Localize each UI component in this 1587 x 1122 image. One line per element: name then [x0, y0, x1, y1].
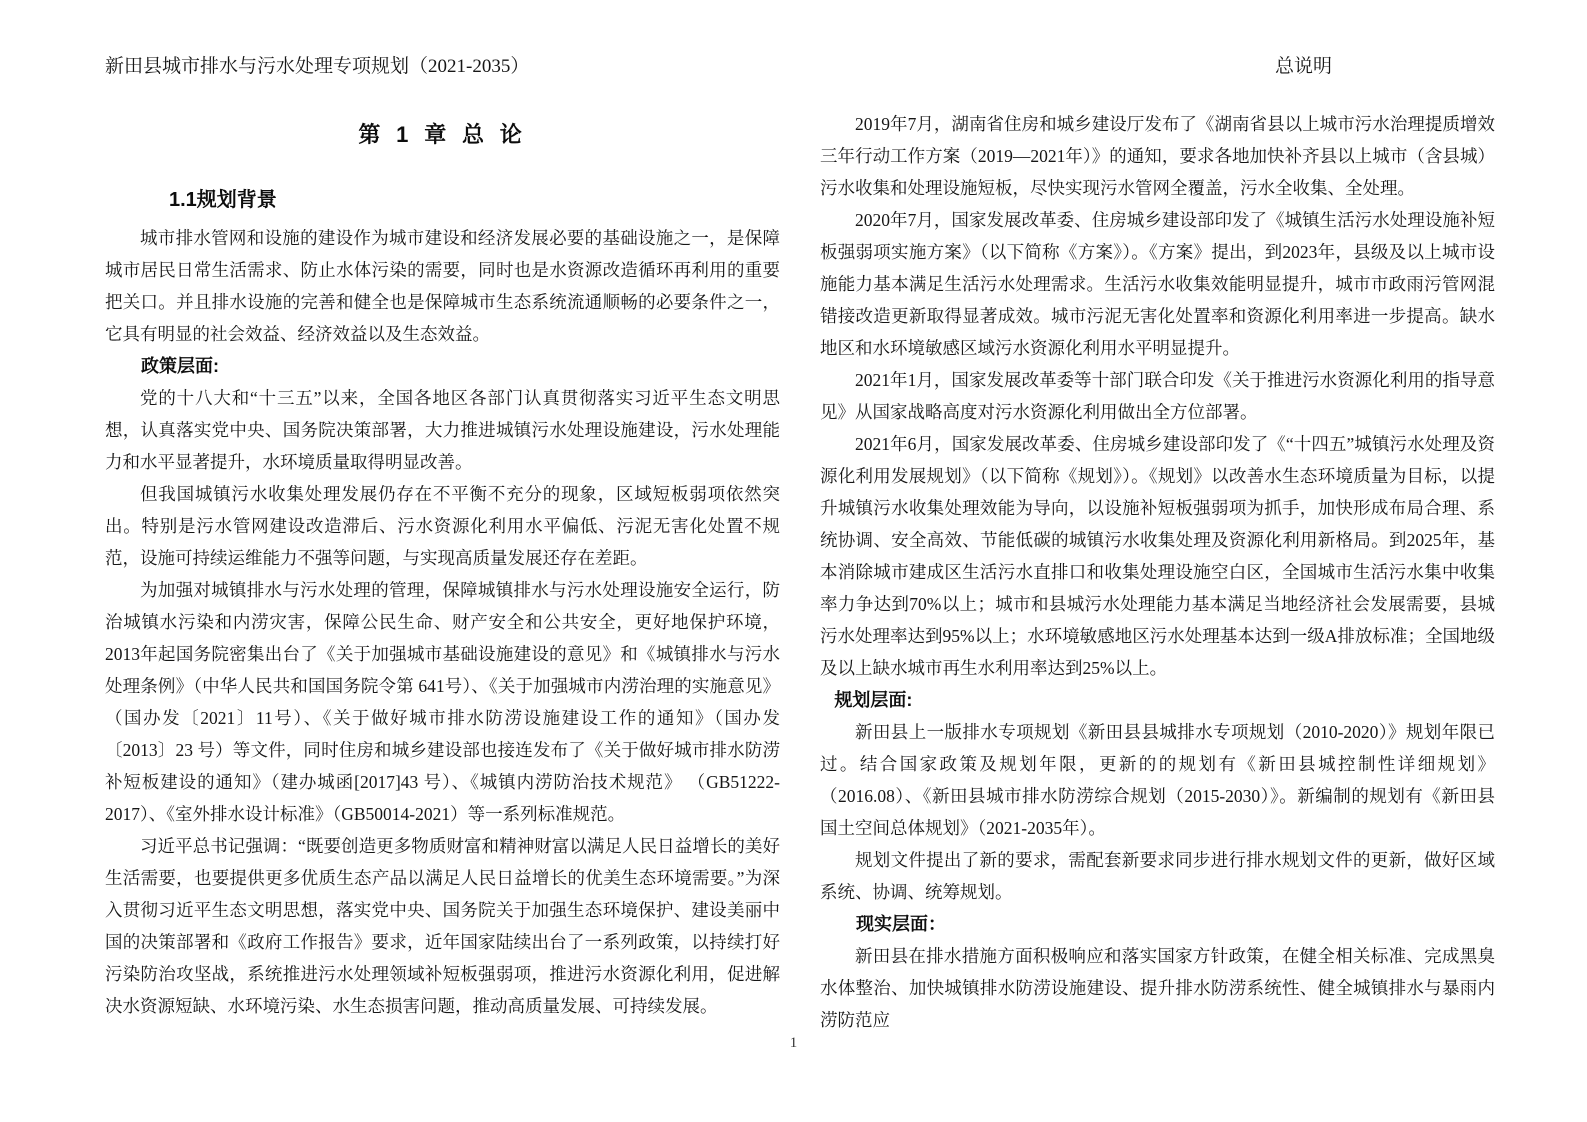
paragraph: 规划文件提出了新的要求，需配套新要求同步进行排水规划文件的更新，做好区域系统、协调、统筹规划。 — [820, 850, 1495, 902]
paragraph: 新田县上一版排水专项规划《新田县县城排水专项规划（2010-2020）》规划年限已过。结合国家政策及规划年限，更新的的规划有《新田县城控制性详细规划》（2016.08）、《新田县城市排水防涝综合规划（2015-2030）》。新编制的规划有《新田县国土空间总体规划》（2021-2035年）。 — [820, 722, 1495, 838]
chapter-title: 第 1 章 总 论 — [358, 122, 527, 147]
section-subheading: 现实层面： — [856, 914, 946, 934]
paragraph: 城市排水管网和设施的建设作为城市建设和经济发展必要的基础设施之一，是保障城市居民日常生活需求、防止水体污染的需要，同时也是水资源改造循环再利用的重要把关口。并且排水设施的完善和健全也是保障城市生态系统流通顺畅的必要条件之一，它具有明显的社会效益、经济效益以及生态效益。 — [105, 228, 780, 344]
paragraph: 党的十八大和“十三五”以来，全国各地区各部门认真贯彻落实习近平生态文明思想，认真落实党中央、国务院决策部署，大力推进城镇污水处理设施建设，污水处理能力和水平显著提升，水环境质量取得明显改善。 — [105, 388, 780, 472]
two-column-body — [0, 108, 1587, 1036]
right-column — [820, 108, 1495, 1036]
left-column-paragraphs — [105, 222, 780, 1022]
left-column — [105, 108, 780, 1036]
section-subheading: 规划层面: — [834, 690, 913, 710]
page-number: 1 — [789, 1035, 798, 1051]
paragraph: 2020年7月，国家发展改革委、住房城乡建设部印发了《城镇生活污水处理设施补短板强弱项实施方案》（以下简称《方案》）。《方案》提出，到2023年，县级及以上城市设施能力基本满足生活污水处理需求。生活污水收集效能明显提升，城市市政雨污管网混错接改造更新取得显著成效。城市污泥无害化处置率和资源化利用率进一步提高。缺水地区和水环境敏感区域污水资源化利用水平明显提升。 — [820, 210, 1495, 358]
right-column-paragraphs — [820, 108, 1495, 1036]
paragraph: 但我国城镇污水收集处理发展仍存在不平衡不充分的现象，区域短板弱项依然突出。特别是污水管网建设改造滞后、污水资源化利用水平偏低、污泥无害化处置不规范，设施可持续运维能力不强等问题，与实现高质量发展还存在差距。 — [105, 484, 780, 568]
paragraph: 2019年7月，湖南省住房和城乡建设厅发布了《湖南省县以上城市污水治理提质增效三年行动工作方案（2019—2021年）》的通知，要求各地加快补齐县以上城市（含县城）污水收集和处理设施短板，尽快实现污水管网全覆盖，污水全收集、全处理。 — [820, 114, 1495, 198]
paragraph: 习近平总书记强调：“既要创造更多物质财富和精神财富以满足人民日益增长的美好生活需要，也要提供更多优质生态产品以满足人民日益增长的优美生态环境需要。”为深入贯彻习近平生态文明思想，落实党中央、国务院关于加强生态环境保护、建设美丽中国的决策部署和《政府工作报告》要求，近年国家陆续出台了一系列政策，以持续打好污染防治攻坚战，系统推进污水处理领域补短板强弱项，推进污水资源化利用，促进解决水资源短缺、水环境污染、水生态损害问题，推动高质量发展、可持续发展。 — [105, 836, 780, 1016]
section-subheading: 政策层面: — [141, 356, 219, 376]
running-header — [0, 0, 1587, 80]
section-title: 1.1规划背景 — [169, 189, 277, 211]
paragraph: 新田县在排水措施方面积极响应和落实国家方针政策，在健全相关标准、完成黑臭水体整治、加快城镇排水防涝设施建设、提升排水防涝系统性、健全城镇排水与暴雨内涝防范应 — [820, 946, 1495, 1030]
paragraph: 2021年1月，国家发展改革委等十部门联合印发《关于推进污水资源化利用的指导意见》从国家战略高度对污水资源化利用做出全方位部署。 — [820, 370, 1495, 422]
header-section-label: 总说明 — [1274, 56, 1332, 77]
paragraph: 为加强对城镇排水与污水处理的管理，保障城镇排水与污水处理设施安全运行，防治城镇水污染和内涝灾害，保障公民生命、财产安全和公共安全，更好地保护环境，2013年起国务院密集出台了《关于加强城市基础设施建设的意见》和《城镇排水与污水处理条例》（中华人民共和国国务院令第 641号）、《关于加强城市内涝治理的实施意见》（国办发〔2021〕11号）、《关于做好城市排水防涝设施建设工作的通知》（国办发〔2013〕23 号）等文件，同时住房和城乡建设部也接连发布了《关于做好城市排水防涝补短板建设的通知》（建办城函[2017]43 号）、《城镇内涝防治技术规范》 （GB51222-2017）、《室外排水设计标准》（GB50014-2021）等一系列标准规范。 — [105, 580, 780, 824]
paragraph: 2021年6月，国家发展改革委、住房城乡建设部印发了《“十四五”城镇污水处理及资源化利用发展规划》（以下简称《规划》）。《规划》以改善水生态环境质量为目标，以提升城镇污水收集处理效能为导向，以设施补短板强弱项为抓手，加快形成布局合理、系统协调、安全高效、节能低碳的城镇污水收集处理及资源化利用新格局。到2025年，基本消除城市建成区生活污水直排口和收集处理设施空白区，全国城市生活污水集中收集率力争达到70%以上；城市和县城污水处理能力基本满足当地经济社会发展需要，县城污水处理率达到95%以上；水环境敏感地区污水处理基本达到一级A排放标准；全国地级及以上缺水城市再生水利用率达到25%以上。 — [820, 434, 1495, 678]
header-document-title: 新田县城市排水与污水处理专项规划（2021-2035） — [105, 56, 530, 77]
